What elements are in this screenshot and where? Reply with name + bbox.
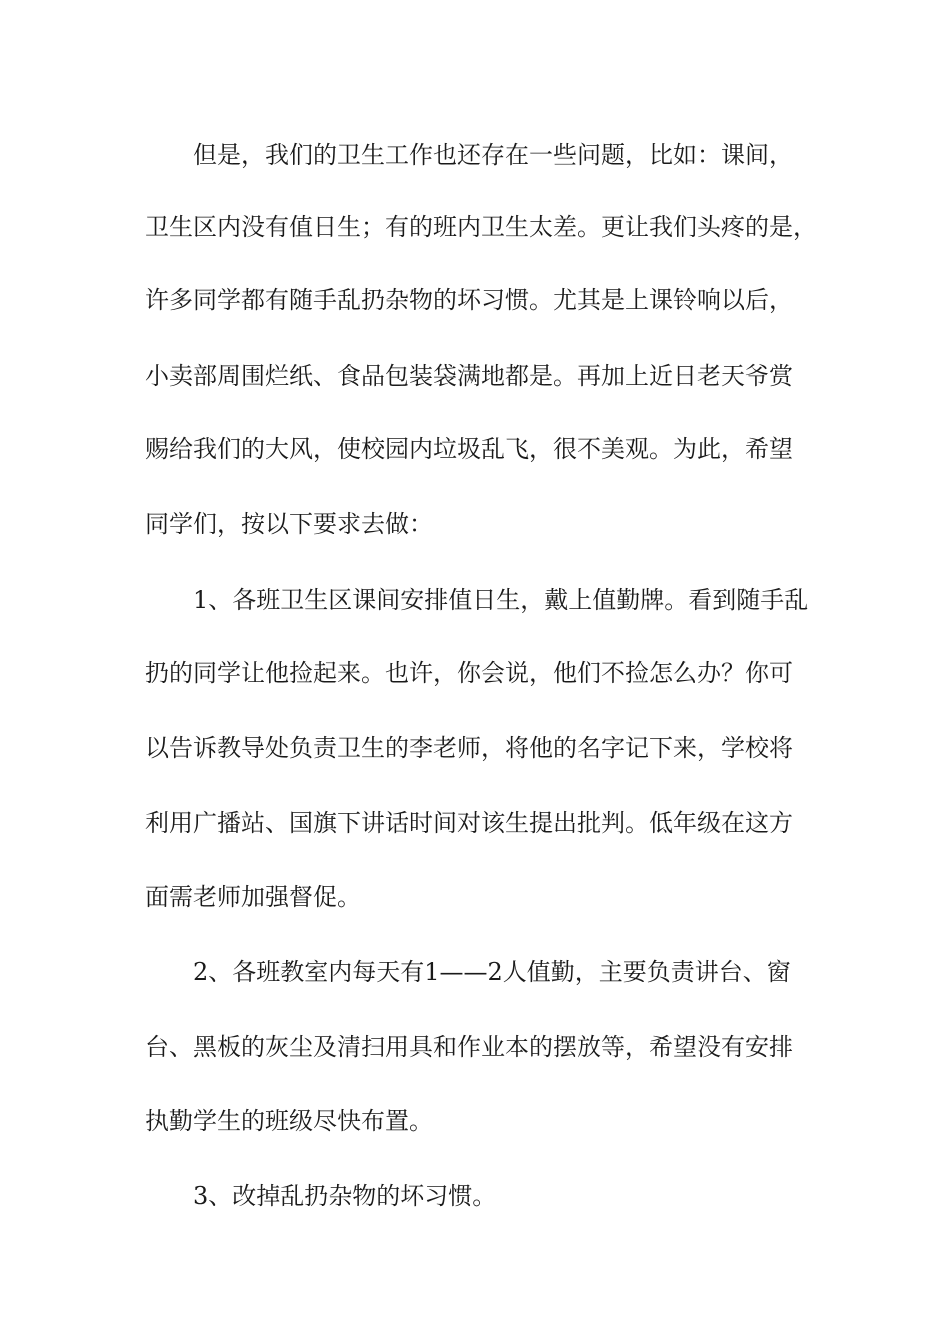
paragraph-line: 但是，我们的卫生工作也还存在一些问题，比如：课间，	[193, 141, 793, 169]
paragraph-line: 2、各班教室内每天有1——2人值勤，主要负责讲台、窗	[193, 958, 791, 986]
paragraph-line: 利用广播站、国旗下讲话时间对该生提出批判。低年级在这方	[145, 809, 793, 837]
paragraph-line: 面需老师加强督促。	[145, 883, 361, 911]
paragraph-line: 执勤学生的班级尽快布置。	[145, 1107, 433, 1135]
paragraph-line: 扔的同学让他捡起来。也许，你会说，他们不捡怎么办？你可	[145, 659, 793, 687]
paragraph-line: 3、改掉乱扔杂物的坏习惯。	[193, 1182, 497, 1210]
paragraph-line: 小卖部周围烂纸、食品包装袋满地都是。再加上近日老天爷赏	[145, 362, 793, 390]
paragraph-line: 同学们，按以下要求去做：	[145, 510, 433, 538]
paragraph-line: 赐给我们的大风，使校园内垃圾乱飞，很不美观。为此，希望	[145, 435, 793, 463]
paragraph-line: 1、各班卫生区课间安排值日生，戴上值勤牌。看到随手乱	[193, 586, 809, 614]
paragraph-line: 台、黑板的灰尘及清扫用具和作业本的摆放等，希望没有安排	[145, 1033, 793, 1061]
paragraph-line: 许多同学都有随手乱扔杂物的坏习惯。尤其是上课铃响以后，	[145, 286, 793, 314]
paragraph-line: 卫生区内没有值日生；有的班内卫生太差。更让我们头疼的是，	[145, 213, 817, 241]
paragraph-line: 以告诉教导处负责卫生的李老师，将他的名字记下来，学校将	[145, 734, 793, 762]
